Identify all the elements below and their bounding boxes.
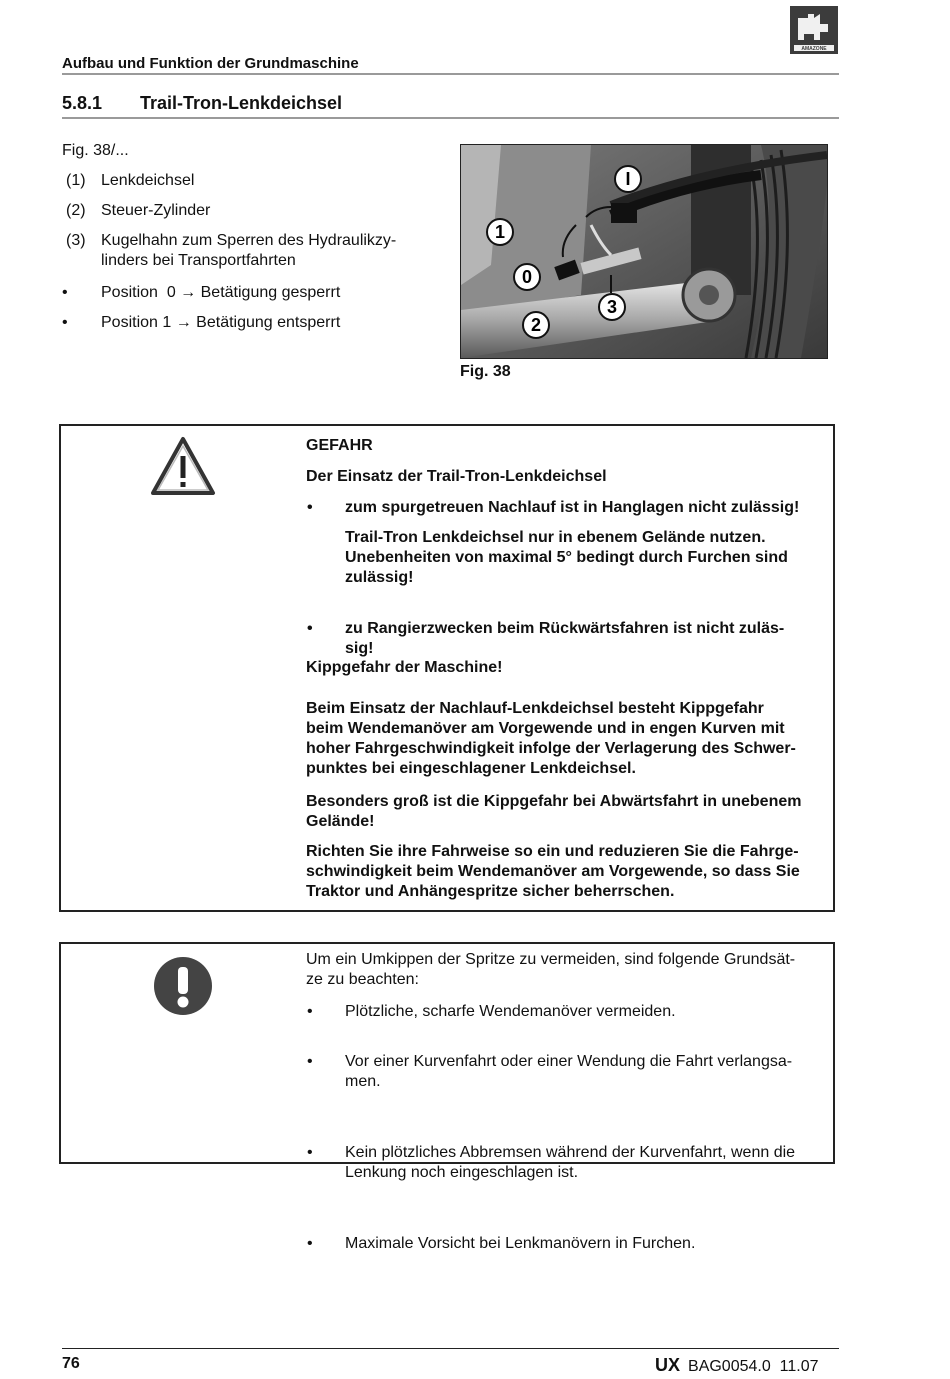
brand-mark: UX [655,1355,681,1375]
note-intro: Um ein Umkippen der Spritze zu vermeiden, sind folgende Grundsät- ze zu beachten: [306,951,796,988]
section-title: Trail-Tron-Lenkdeichsel [140,93,343,113]
header-rule [62,73,839,75]
position-bullet-1 [62,313,442,333]
legend-label: (1) [66,172,86,189]
figure-reference: Fig. 38/... [62,142,129,159]
bullet-dot: • [307,1003,313,1020]
footer-rule [62,1348,839,1349]
bullet-dot: • [62,314,68,331]
callout-3: 3 [606,297,618,317]
note-bullet-3: • Kein plötzliches Abbremsen während der Kurvenfahrt, wenn die Lenkung noch eingeschlagen ist. [307,1144,796,1181]
danger-paragraph-2: Beim Einsatz der Nachlauf-Lenkdeichsel besteht Kippgefahr beim Wendemanöver am Vorgewende und in engen Kurven mit hoher Fahrgeschwindigkeit infolge der Verlagerung des Schwer- punktes bei eingeschlagener Lenkdeichsel. [306,700,796,777]
legend-text: Kugelhahn zum Sperren des Hydraulikzy- [101,232,397,249]
legend-label: (3) [66,232,86,249]
amazone-logo-icon [790,6,838,54]
danger-paragraph-3: Besonders groß ist die Kippgefahr bei Abwärtsfahrt in unebenem Gelände! [306,793,802,830]
arrow-icon: → [175,314,192,331]
bullet-dot: • [307,1053,313,1070]
figure-38-photo [460,144,828,359]
legend-label: (2) [66,202,86,219]
bullet-dot: • [307,499,313,516]
svg-text:AMAZONE: AMAZONE [801,46,827,52]
danger-bullet-1-continuation: Trail-Tron Lenkdeichsel nur in ebenem Gelände nutzen. Unebenheiten von maximal 5° bedingt durch Furchen sind zulässig! [345,529,788,586]
danger-intro: Der Einsatz der Trail-Tron-Lenkdeichsel [306,468,607,485]
note-bullet-1: • Plötzliche, scharfe Wendemanöver vermeiden. [307,1003,676,1020]
note-bullet-2: • Vor einer Kurvenfahrt oder einer Wendung die Fahrt verlangsa- men. [307,1053,793,1090]
legend-item-2 [66,201,436,221]
position-label: Position 0 [101,284,176,301]
position-state: Betätigung gesperrt [200,284,341,301]
callout-0: 0 [521,267,533,287]
danger-box [59,424,835,912]
position-bullet-0 [62,283,442,303]
danger-bullet-1: • zum spurgetreuen Nachlauf ist in Hanglagen nicht zulässig! [307,499,800,516]
legend-text: Lenkdeichsel [101,172,195,189]
bullet-dot: • [307,1235,313,1252]
legend-item-3 [66,231,436,271]
section-number: 5.8.1 [62,93,103,113]
position-state: Betätigung entsperrt [196,314,341,331]
legend-item-1 [66,171,436,191]
section-heading [62,93,342,114]
bullet-dot: • [307,620,313,637]
arrow-icon: → [180,284,197,301]
footer-doc-info [655,1355,818,1376]
note-bullet-4: • Maximale Vorsicht bei Lenkmanövern in Furchen. [307,1235,696,1252]
page-number: 76 [62,1355,80,1372]
figure-caption: Fig. 38 [460,363,511,380]
warning-triangle-icon [150,436,216,501]
callout-2: 2 [530,315,542,335]
callout-1: 1 [494,222,506,242]
document-number: BAG0054.0 11.07 [688,1358,819,1375]
position-label: Position 1 [101,314,172,331]
legend-text: linders bei Transportfahrten [101,252,296,269]
running-header: Aufbau und Funktion der Grundmaschine [62,55,359,72]
section-rule [62,117,839,119]
danger-tipping-heading: Kippgefahr der Maschine! [306,659,503,676]
danger-title: GEFAHR [306,437,373,454]
danger-paragraph-4: Richten Sie ihre Fahrweise so ein und reduzieren Sie die Fahrge- schwindigkeit beim Wendemanöver am Vorgewende, so dass Sie Traktor und Anhängespritze sicher beherrschen. [306,843,800,900]
exclamation-circle-icon [153,956,213,1021]
bullet-dot: • [62,284,68,301]
danger-bullet-2: • zu Rangierzwecken beim Rückwärtsfahren ist nicht zuläs- sig! [307,620,785,657]
legend-text: Steuer-Zylinder [101,202,211,219]
bullet-dot: • [307,1144,313,1161]
callout-I: I [625,169,631,189]
note-box [59,942,835,1252]
